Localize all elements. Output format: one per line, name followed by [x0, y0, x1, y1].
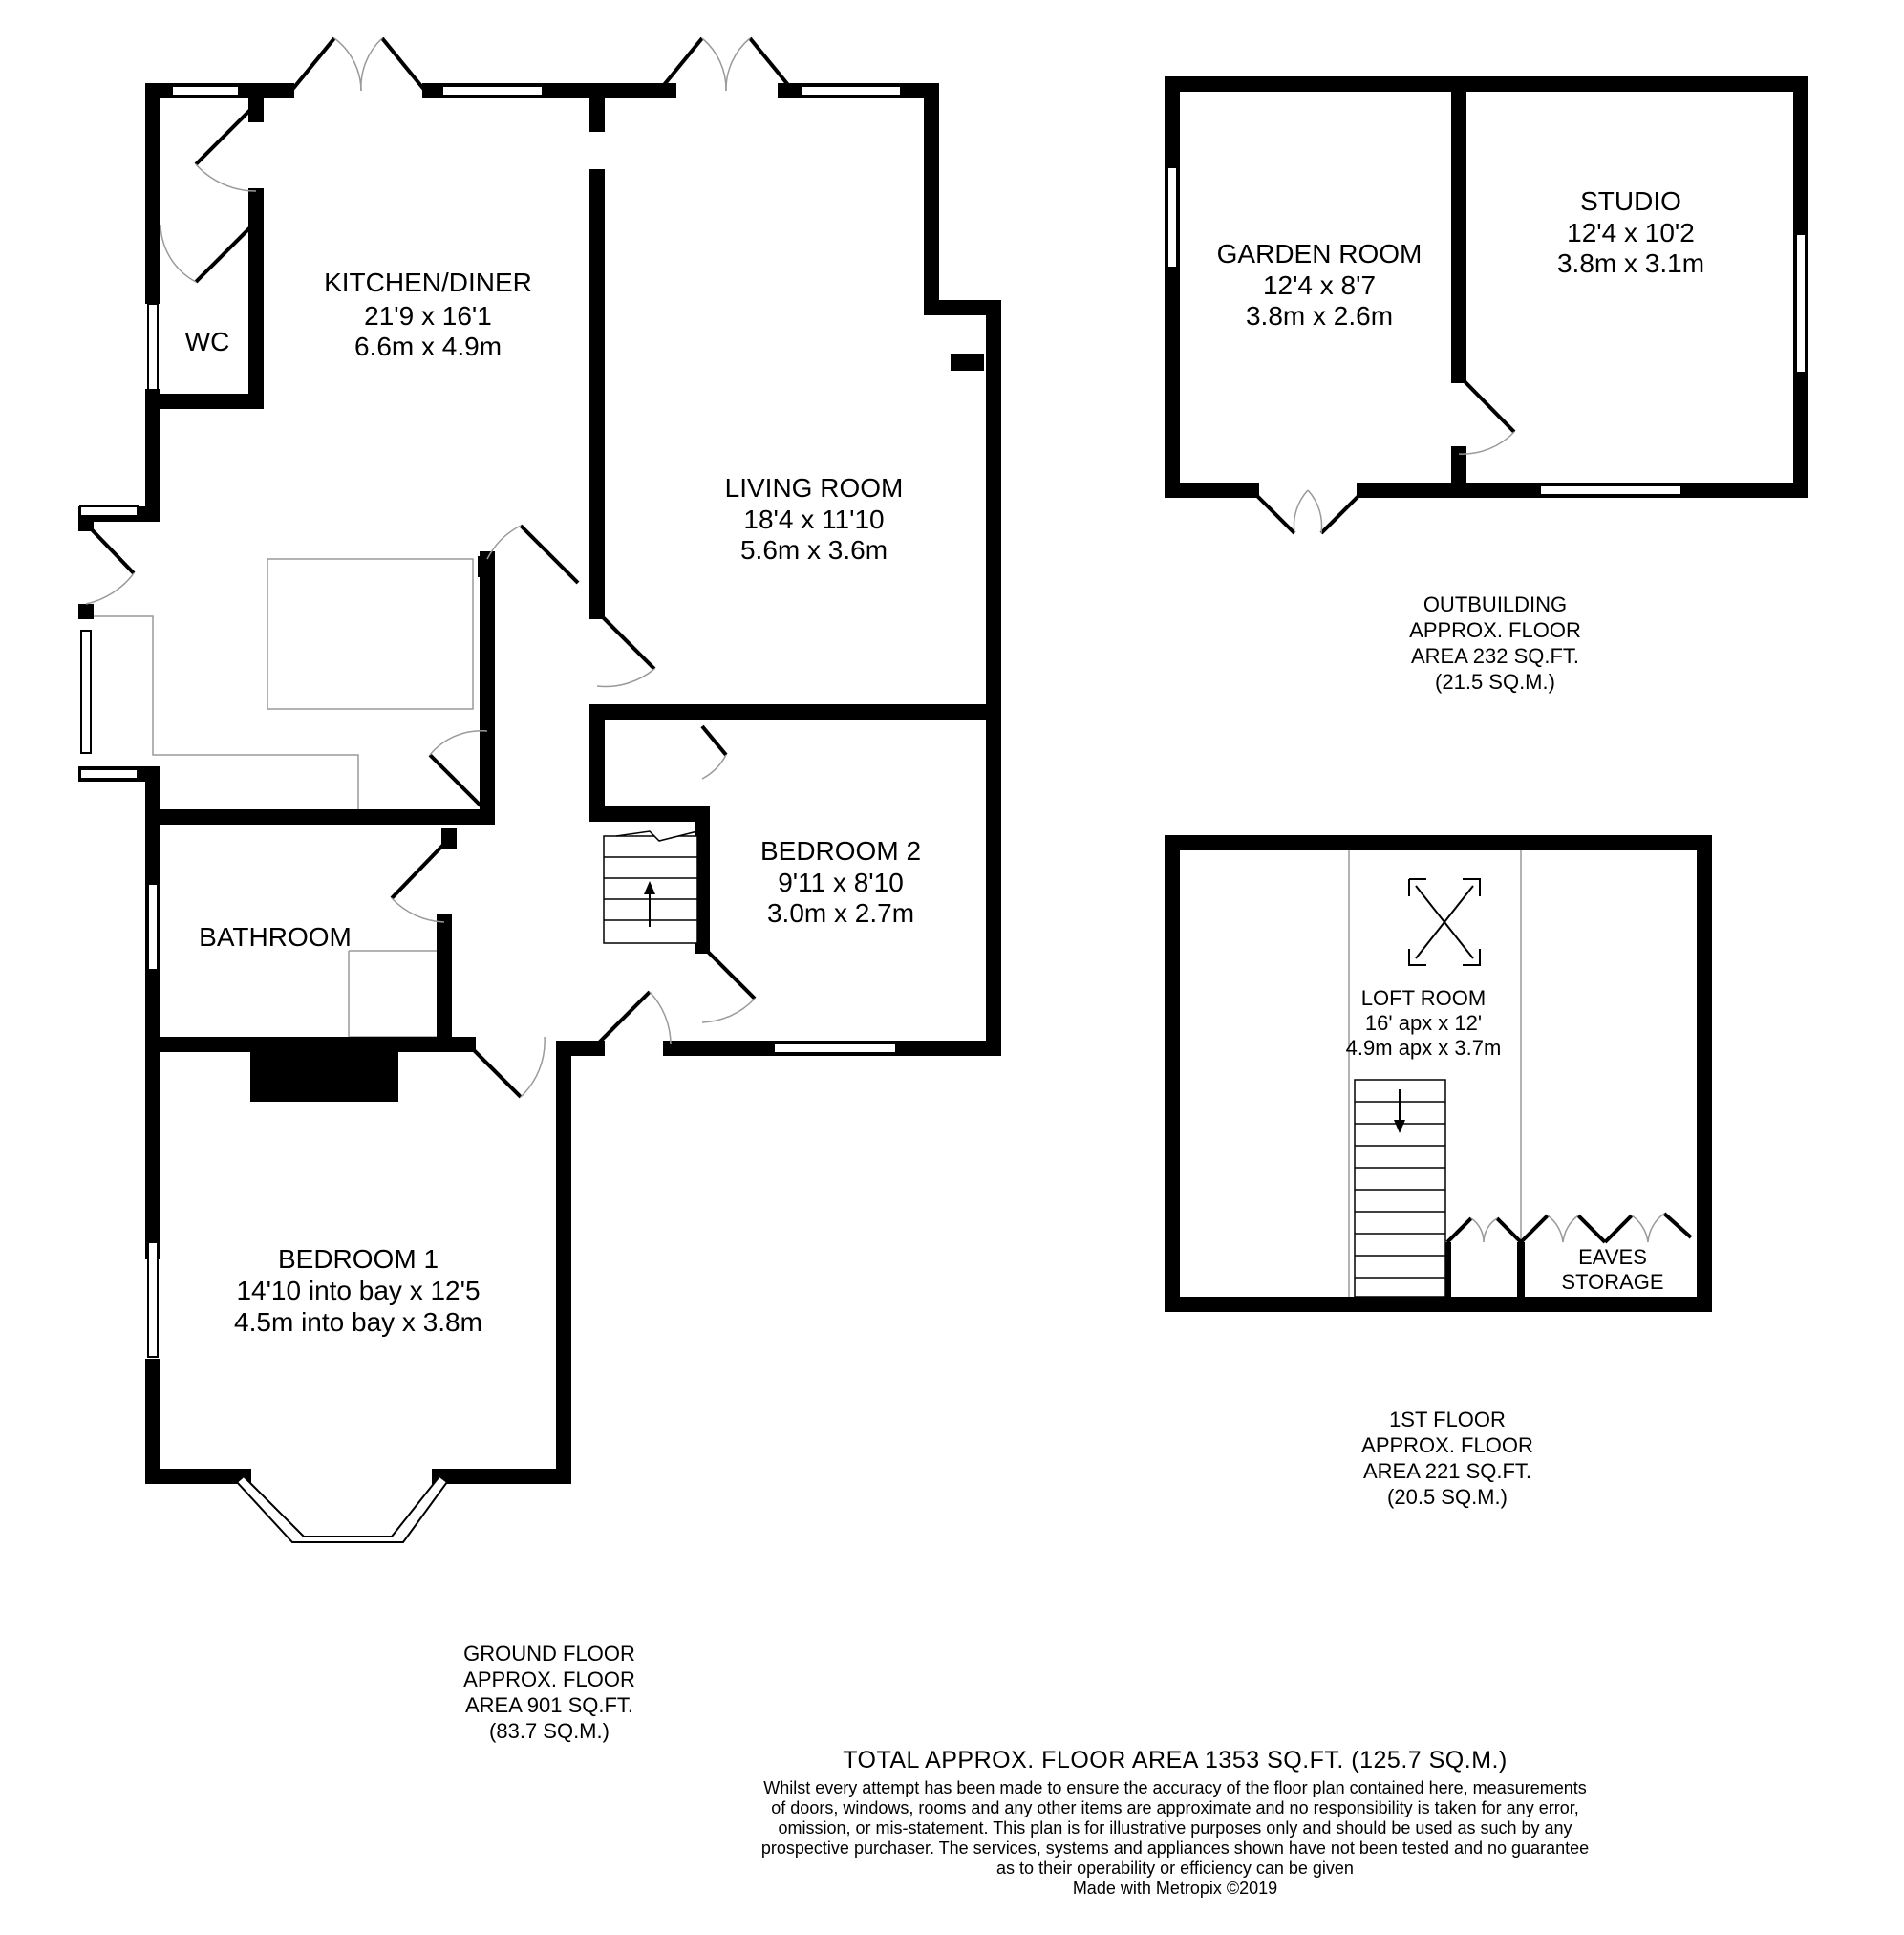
garden-room-imperial: 12'4 x 8'7 — [1262, 270, 1377, 300]
ground-floor-area-line4: (83.7 SQ.M.) — [489, 1719, 610, 1743]
first-floor-area-line1: 1ST FLOOR — [1389, 1408, 1506, 1431]
wc-label: WC — [184, 327, 230, 356]
kitchen-label: KITCHEN/DINER — [324, 268, 532, 297]
ground-floor-plan — [80, 38, 994, 1743]
roof-window-icon — [1409, 879, 1480, 965]
outbuilding-area-line4: (21.5 SQ.M.) — [1435, 670, 1555, 694]
first-floor-area-line2: APPROX. FLOOR — [1361, 1433, 1533, 1457]
outbuilding-area-line1: OUTBUILDING — [1423, 592, 1568, 616]
chimney-breast — [250, 1051, 398, 1102]
bedroom-1-imperial: 14'10 into bay x 12'5 — [236, 1276, 481, 1305]
studio-imperial: 12'4 x 10'2 — [1567, 218, 1695, 247]
living-room-imperial: 18'4 x 11'10 — [743, 505, 885, 534]
ground-floor-walls — [86, 91, 994, 1476]
garden-room-label: GARDEN ROOM — [1216, 239, 1423, 269]
loft-room-metric: 4.9m apx x 3.7m — [1345, 1036, 1502, 1060]
eaves-storage-line2: STORAGE — [1561, 1270, 1664, 1294]
first-floor-area-line3: AREA 221 SQ.FT. — [1362, 1459, 1532, 1483]
loft-room-imperial: 16' apx x 12' — [1364, 1011, 1483, 1035]
footer — [631, 1747, 1720, 1899]
bedroom-2-imperial: 9'11 x 8'10 — [778, 868, 904, 897]
eaves-storage-line1: EAVES — [1578, 1245, 1647, 1269]
interior-guides — [86, 559, 473, 1037]
garden-room-metric: 3.8m x 2.6m — [1245, 301, 1394, 331]
loft-stairs — [1355, 1080, 1445, 1297]
kitchen-metric: 6.6m x 4.9m — [353, 332, 503, 361]
disclaimer-line-4: prospective purchaser. The services, systems and appliances shown have not been tested and no guarantee — [760, 1838, 1590, 1858]
wall-pier — [951, 354, 984, 371]
kitchen-imperial: 21'9 x 16'1 — [364, 301, 492, 331]
ground-floor-area-line2: APPROX. FLOOR — [463, 1667, 635, 1691]
bedroom-2-label: BEDROOM 2 — [759, 836, 922, 866]
living-room-metric: 5.6m x 3.6m — [739, 535, 888, 565]
loft-room-label: LOFT ROOM — [1360, 986, 1487, 1010]
outbuilding-windows — [1167, 167, 1806, 495]
disclaimer-line-5: as to their operability or efficiency can be given — [996, 1859, 1354, 1878]
bathroom-label: BATHROOM — [199, 922, 352, 952]
living-room-label: LIVING ROOM — [724, 473, 904, 503]
ground-floor-area-line1: GROUND FLOOR — [463, 1642, 635, 1666]
total-floor-area: TOTAL APPROX. FLOOR AREA 1353 SQ.FT. (125.7 SQ.M.) — [843, 1747, 1508, 1774]
ground-floor-stairs — [604, 831, 697, 943]
first-floor-plan — [1172, 843, 1704, 1509]
disclaimer-line-2: of doors, windows, rooms and any other items are approximate and no responsibility is taken for any error, — [771, 1798, 1579, 1817]
metropix-credit: Made with Metropix ©2019 — [1072, 1879, 1278, 1898]
bedroom-1-metric: 4.5m into bay x 3.8m — [234, 1307, 482, 1337]
outbuilding-area-line2: APPROX. FLOOR — [1409, 618, 1581, 642]
bedroom-2-metric: 3.0m x 2.7m — [766, 898, 915, 928]
studio-label: STUDIO — [1580, 186, 1681, 216]
first-floor-area-line4: (20.5 SQ.M.) — [1387, 1485, 1508, 1509]
disclaimer-line-1: Whilst every attempt has been made to ensure the accuracy of the floor plan contained here, measurements — [763, 1778, 1587, 1797]
ground-floor-area-line3: AREA 901 SQ.FT. — [464, 1693, 634, 1717]
bedroom-1-label: BEDROOM 1 — [277, 1244, 439, 1274]
outbuilding-plan — [1167, 84, 1806, 694]
outbuilding-doors — [1252, 376, 1514, 533]
kitchen-post — [478, 556, 493, 577]
outbuilding-area-line3: AREA 232 SQ.FT. — [1410, 644, 1580, 668]
studio-metric: 3.8m x 3.1m — [1556, 248, 1705, 278]
disclaimer-line-3: omission, or mis-statement. This plan is for illustrative purposes only and should be used as such by any — [778, 1818, 1572, 1838]
